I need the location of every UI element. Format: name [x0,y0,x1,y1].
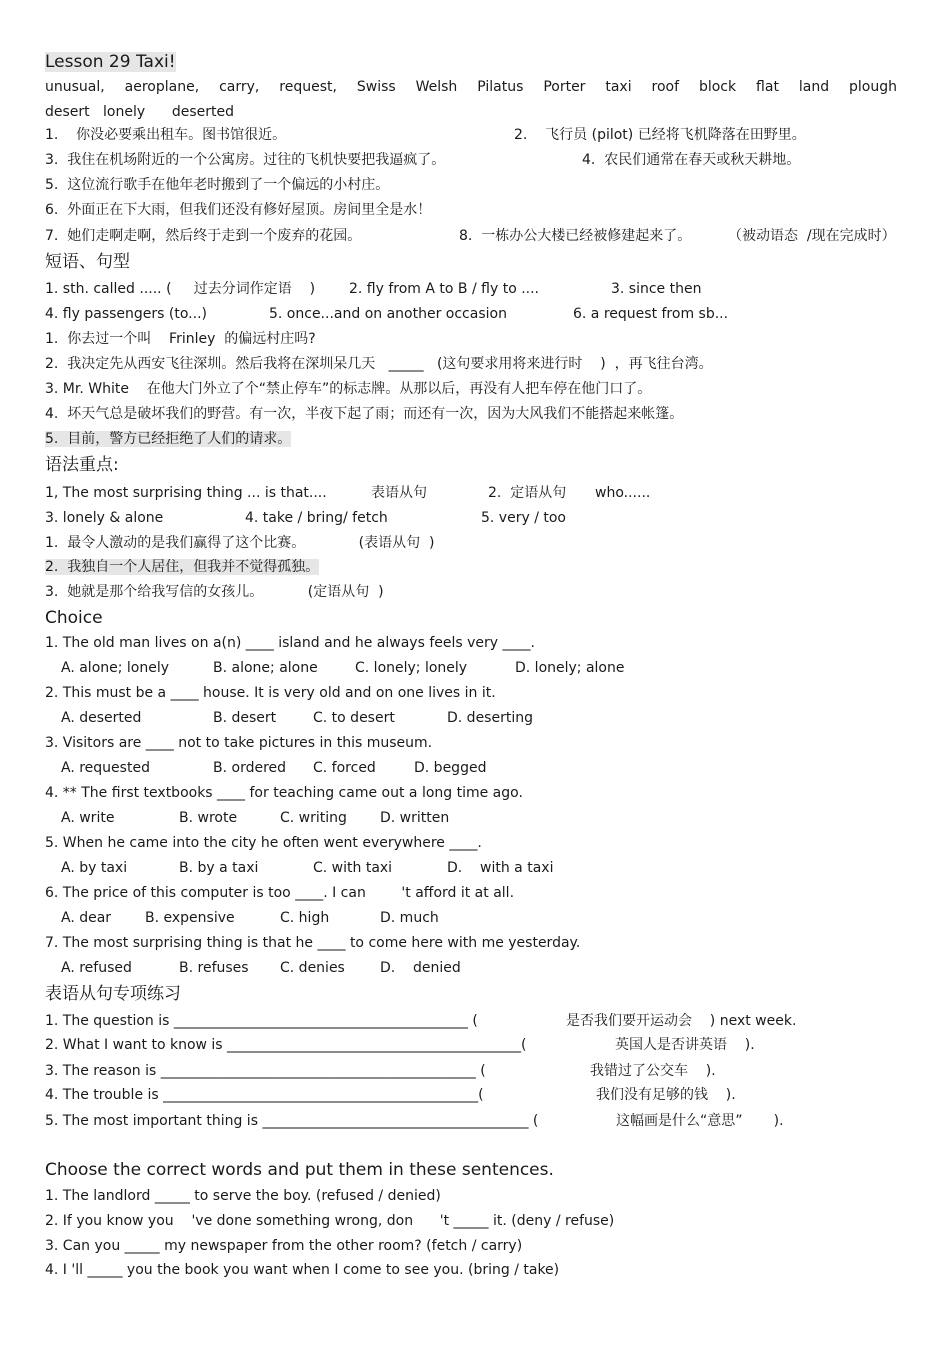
choice-option: B. desert [213,710,277,726]
vocab-word: Swiss [356,79,396,95]
vocab-line-1 [45,78,897,96]
vocab-word: Welsh [415,79,458,95]
clause-hint: 这幅画是什么“意思” ). [616,1113,784,1129]
vocab-word: plough [849,79,897,95]
choice-option: A. write [61,810,115,826]
vocab-word: flat [756,79,779,95]
choice-question: 3. Visitors are ____ not to take pictures in this museum. [45,735,433,751]
phrase-2: 2. fly from A to B / fly to .... [349,281,540,297]
clause-exercise: 3. The reason is _____________________________________________ ( [45,1063,486,1079]
vocab-line-2: desert lonely deserted [45,104,234,120]
clause-exercise: 4. The trouble is _____________________________________________( [45,1087,484,1103]
choice-option: A. dear [61,910,112,926]
phrase-4: 4. fly passengers (to...) [45,306,207,322]
choice-option: C. high [280,910,330,926]
grammar-heading: 语法重点: [45,455,119,475]
phrase-3: 3. since then [611,281,702,297]
choice-option: C. denies [280,960,345,976]
choice-option: B. wrote [179,810,238,826]
translate-6: 6. 外面正在下大雨，但我们还没有修好屋顶。房间里全是水！ [45,202,432,218]
vocab-word: carry, [219,79,260,95]
words-exercise: 1. The landlord _____ to serve the boy. (refused / denied) [45,1188,441,1204]
vocab-word: Porter [543,79,586,95]
choice-question: 5. When he came into the city he often went everywhere ____. [45,835,482,851]
choice-option: B. expensive [145,910,235,926]
phrase-exercise-2: 2. 我决定先从西安飞往深圳。然后我将在深圳呆几天 _____ (这句要求用将来进行时 ) ，再飞往台湾。 [45,356,713,372]
choice-option: A. requested [61,760,150,776]
choice-heading: Choice [45,608,103,628]
choice-question: 4. ** The first textbooks ____ for teaching came out a long time ago. [45,785,523,801]
choice-option: D. with a taxi [447,860,554,876]
phrase-1: 1. sth. called ..... ( 过去分词作定语 ) [45,281,316,297]
phrase-exercise-5: 5. 目前，警方已经拒绝了人们的请求。 [45,431,292,447]
lesson-title: Lesson 29 Taxi! [45,52,176,72]
choice-option: D. written [380,810,450,826]
grammar-exercise-1: 1. 最令人激动的是我们赢得了这个比赛。 (表语从句 ) [45,535,435,551]
grammar-exercise-2: 2. 我独自一个人居住，但我并不觉得孤独。 [45,559,320,575]
translate-5: 5. 这位流行歌手在他年老时搬到了一个偏远的小村庄。 [45,177,390,193]
clause-hint: 英国人是否讲英语 ). [615,1037,755,1053]
vocab-word: unusual, [45,79,105,95]
choice-option: D. denied [380,960,461,976]
grammar-5: 5. very / too [481,510,566,526]
vocab-word: land [798,79,830,95]
choice-option: D. lonely; alone [515,660,625,676]
clause-heading: 表语从句专项练习 [45,984,181,1004]
choice-option: C. with taxi [313,860,393,876]
phrases-heading: 短语、句型 [45,252,130,272]
translate-7: 7. 她们走啊走啊，然后终于走到一个废弃的花园。 [45,228,362,244]
choice-option: C. lonely; lonely [355,660,468,676]
grammar-1: 1, The most surprising thing ... is that.... [45,485,327,501]
grammar-1-note: 表语从句 [371,485,427,501]
phrase-exercise-3: 3. Mr. White 在他大门外立了个“禁止停车”的标志牌。从那以后，再没有人把车停在他门口了。 [45,381,652,397]
phrase-6: 6. a request from sb... [573,306,729,322]
choice-option: B. by a taxi [179,860,259,876]
choice-option: C. writing [280,810,347,826]
translate-3: 3. 我住在机场附近的一个公寓房。过往的飞机快要把我逼疯了。 [45,152,446,168]
grammar-4: 4. take / bring/ fetch [245,510,388,526]
choice-option: A. deserted [61,710,142,726]
vocab-word: request, [279,79,337,95]
phrase-exercise-1: 1. 你去过一个叫 Frinley 的偏远村庄吗? [45,331,316,347]
words-exercise: 3. Can you _____ my newspaper from the other room? (fetch / carry) [45,1238,523,1254]
clause-hint: 是否我们要开运动会 ) next week. [566,1013,797,1029]
choice-option: A. refused [61,960,132,976]
translate-8-note: （被动语态 /现在完成时） [728,228,896,244]
vocab-word: roof [651,79,680,95]
clause-exercise: 5. The most important thing is ______________________________________ ( [45,1113,539,1129]
choice-option: A. by taxi [61,860,128,876]
grammar-3: 3. lonely & alone [45,510,164,526]
vocab-word: block [698,79,737,95]
clause-exercise: 2. What I want to know is __________________________________________( [45,1037,527,1053]
choice-option: D. begged [414,760,487,776]
choice-option: D. deserting [447,710,533,726]
choice-option: C. forced [313,760,376,776]
choice-option: B. ordered [213,760,287,776]
choice-option: A. alone; lonely [61,660,170,676]
grammar-exercise-3: 3. 她就是那个给我写信的女孩儿。 (定语从句 ) [45,584,384,600]
choice-question: 7. The most surprising thing is that he ____ to come here with me yesterday. [45,935,581,951]
vocab-word: taxi [605,79,632,95]
choice-option: D. much [380,910,439,926]
translate-1: 1. 你没必要乘出租车。图书馆很近。 [45,127,287,143]
vocab-word: aeroplane, [124,79,200,95]
clause-exercise: 1. The question is __________________________________________ ( [45,1013,478,1029]
choice-question: 6. The price of this computer is too ____. I can 't afford it at all. [45,885,515,901]
choice-option: B. refuses [179,960,249,976]
phrase-exercise-4: 4. 坏天气总是破坏我们的野营。有一次，半夜下起了雨；而还有一次，因为大风我们不能搭起来帐篷。 [45,406,684,422]
clause-hint: 我们没有足够的钱 ). [596,1087,736,1103]
translate-2: 2. 飞行员 (pilot) 已经将飞机降落在田野里。 [514,127,806,143]
translate-8: 8. 一栋办公大楼已经被修建起来了。 [459,228,692,244]
grammar-2: 2. 定语从句 [488,485,567,501]
words-heading: Choose the correct words and put them in these sentences. [45,1160,554,1180]
phrase-5: 5. once...and on another occasion [269,306,507,322]
choice-question: 1. The old man lives on a(n) ____ island and he always feels very ____. [45,635,535,651]
choice-option: C. to desert [313,710,395,726]
vocab-word: Pilatus [477,79,524,95]
translate-4: 4. 农民们通常在春天或秋天耕地。 [582,152,801,168]
words-exercise: 2. If you know you 've done something wrong, don 't _____ it. (deny / refuse) [45,1213,615,1229]
clause-hint: 我错过了公交车 ). [590,1063,716,1079]
choice-question: 2. This must be a ____ house. It is very old and on one lives in it. [45,685,496,701]
choice-option: B. alone; alone [213,660,318,676]
grammar-2-note: who...... [595,485,651,501]
words-exercise: 4. I 'll _____ you the book you want when I come to see you. (bring / take) [45,1262,560,1278]
